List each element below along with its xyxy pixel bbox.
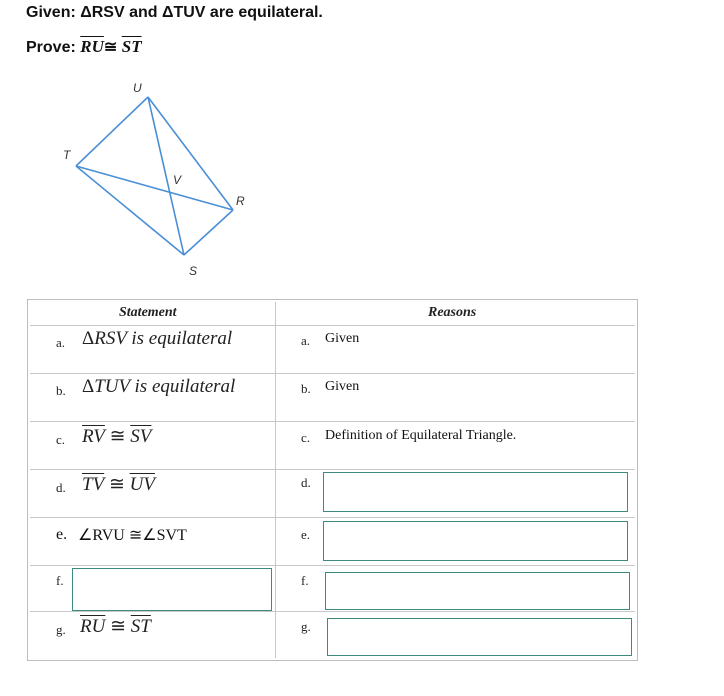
- reason-label-a: a.: [301, 333, 311, 348]
- statement-label-e: e.: [56, 526, 68, 543]
- congruent-symbol: ≅: [104, 426, 131, 447]
- statement-label-b: b.: [56, 383, 66, 398]
- row-divider: [30, 325, 635, 326]
- triangle-name: TUV: [94, 376, 130, 397]
- statement-f-input[interactable]: [72, 568, 272, 611]
- statement-label-f: f.: [56, 573, 64, 588]
- congruent-symbol: ≅: [104, 474, 130, 495]
- point-label-v: V: [173, 173, 182, 187]
- statement-a: [82, 328, 232, 350]
- statement-label-a: a.: [56, 335, 66, 350]
- segment-tv: $\overline{TV}$: [82, 474, 105, 495]
- statement-text: is equilateral: [126, 328, 233, 349]
- statement-b: [82, 376, 235, 398]
- segment-uv: $\overline{UV}$: [129, 474, 155, 495]
- reason-c: Definition of Equilateral Triangle.: [325, 428, 517, 443]
- reason-f-input[interactable]: [325, 572, 630, 610]
- statement-label-c: c.: [56, 432, 66, 447]
- row-divider: [30, 469, 635, 470]
- statement-header: Statement: [119, 305, 177, 320]
- segment-ru: $\overline{RU}$: [80, 616, 106, 637]
- prove-prefix: Prove:: [26, 39, 81, 56]
- triangle-name: RSV: [94, 328, 127, 349]
- statement-e: ∠RVU ≅∠SVT: [78, 527, 187, 544]
- reason-label-d: d.: [301, 475, 311, 490]
- triangle-symbol: Δ: [82, 328, 95, 349]
- row-divider: [30, 373, 635, 374]
- point-label-t: T: [63, 148, 71, 162]
- segment-rv: $\overline{RV}$: [82, 426, 105, 447]
- row-divider: [30, 421, 635, 422]
- reason-label-f: f.: [301, 573, 309, 588]
- reason-label-b: b.: [301, 381, 311, 396]
- prove-segment-st: $\overline{ST}$: [121, 37, 142, 56]
- point-label-s: S: [189, 264, 198, 278]
- column-divider: [275, 302, 276, 658]
- triangle-symbol: Δ: [82, 376, 95, 397]
- reason-e-input[interactable]: [323, 521, 628, 561]
- congruent-symbol: ≅: [105, 616, 131, 637]
- statement-c: [82, 425, 151, 448]
- statement-label-g: g.: [56, 622, 66, 637]
- segment-rs: [184, 210, 233, 255]
- reason-d-input[interactable]: [323, 472, 628, 512]
- point-label-r: R: [236, 194, 245, 208]
- row-divider: [30, 565, 635, 566]
- statement-d: [82, 473, 155, 496]
- segment-ts: [76, 166, 184, 255]
- prove-congruent-symbol: ≅: [103, 39, 122, 56]
- reason-label-e: e.: [301, 527, 311, 542]
- geometry-diagram: [0, 0, 300, 290]
- proof-table: [27, 299, 638, 661]
- given-statement: Given: ΔRSV and ΔTUV are equilateral.: [26, 4, 323, 21]
- statement-text: is equilateral: [129, 376, 236, 397]
- statement-g: [80, 615, 151, 638]
- segment-st: $\overline{ST}$: [130, 616, 151, 637]
- reasons-header: Reasons: [428, 305, 477, 320]
- reason-b: Given: [325, 379, 360, 394]
- point-label-u: U: [133, 81, 142, 95]
- row-divider: [30, 517, 635, 518]
- reason-label-g: g.: [301, 619, 311, 634]
- reason-g-input[interactable]: [327, 618, 632, 656]
- reason-a: Given: [325, 331, 360, 346]
- segment-sv: $\overline{SV}$: [130, 426, 152, 447]
- segment-ut: [76, 97, 148, 166]
- segment-tr: [76, 166, 233, 210]
- reason-label-c: c.: [301, 430, 311, 445]
- row-divider: [30, 611, 635, 612]
- statement-label-d: d.: [56, 480, 66, 495]
- prove-segment-ru: $\overline{RU}$: [80, 37, 104, 56]
